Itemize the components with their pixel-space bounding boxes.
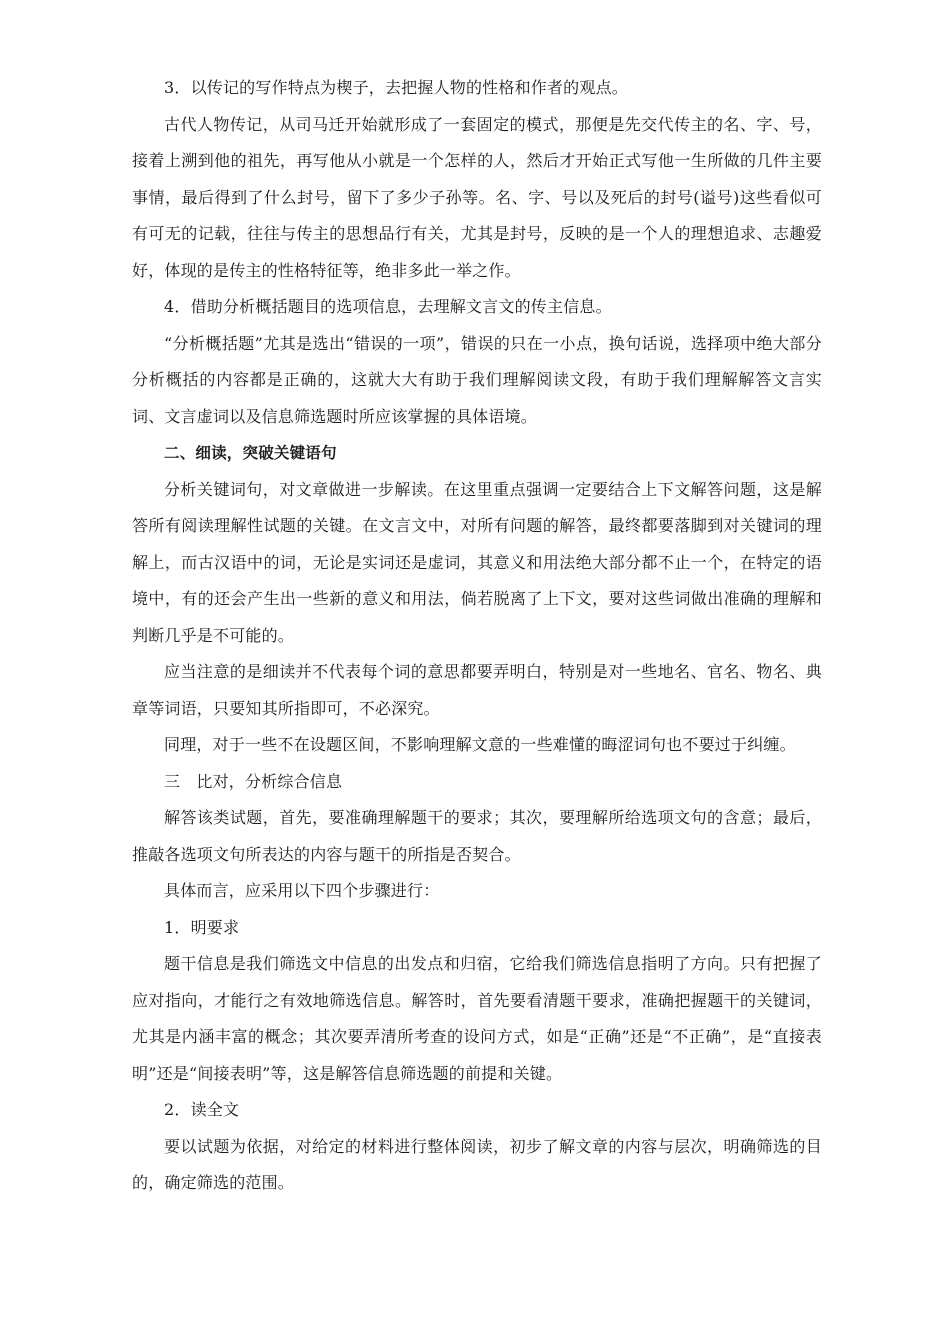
paragraph-key-phrases: 分析关键词句，对文章做进一步解读。在这里重点强调一定要结合上下文解答问题，这是解答所有阅读理解性试题的关键。在文言文中，对所有问题的解答，最终都要落脚到对关键词的理解上，而古汉语中的词，无论是实词还是虚词，其意义和用法绝大部分都不止一个，在特定的语境中，有的还会产生出一些新的意义和用法，倘若脱离了上下文，要对这些词做出准确的理解和判断几乎是不可能的。 bbox=[132, 479, 822, 645]
paragraph-analysis-question: “分析概括题”尤其是选出“错误的一项”，错误的只在一小点，换句话说，选择项中绝大部分分析概括的内容都是正确的，这就大大有助于我们理解阅读文段，有助于我们理解解答文言实词、文言虚词以及信息筛选题时所应该掌握的具体语境。 bbox=[132, 333, 822, 426]
step-1-heading: 1．明要求 bbox=[164, 917, 240, 937]
paragraph-answer-method: 解答该类试题，首先，要准确理解题干的要求；其次，要理解所给选项文句的含意；最后，推敲各选项文句所表达的内容与题干的所指是否契合。 bbox=[132, 808, 822, 864]
paragraph-close-reading-note: 应当注意的是细读并不代表每个词的意思都要弄明白，特别是对一些地名、官名、物名、典章等词语，只要知其所指即可，不必深究。 bbox=[132, 662, 822, 718]
paragraph-step-2: 要以试题为依据，对给定的材料进行整体阅读，初步了解文章的内容与层次，明确筛选的目的，确定筛选的范围。 bbox=[132, 1136, 822, 1192]
document-body bbox=[132, 70, 822, 1202]
step-2-heading: 2．读全文 bbox=[164, 1100, 240, 1119]
section-heading-3: 三 比对，分析综合信息 bbox=[164, 771, 343, 791]
paragraph-four-steps: 具体而言，应采用以下四个步骤进行： bbox=[164, 881, 440, 900]
paragraph-likewise: 同理，对于一些不在设题区间，不影响理解文意的一些难懂的晦涩词句也不要过于纠缠。 bbox=[164, 735, 796, 754]
section-heading-2: 二、细读，突破关键语句 bbox=[164, 444, 337, 462]
paragraph-point-4: 4．借助分析概括题目的选项信息，去理解文言文的传主信息。 bbox=[164, 297, 612, 316]
paragraph-biography-pattern: 古代人物传记，从司马迁开始就形成了一套固定的模式，那便是先交代传主的名、字、号，接着上溯到他的祖先，再写他从小就是一个怎样的人，然后才开始正式写他一生所做的几件主要事情，最后得到了什么封号，留下了多少子孙等。名、字、号以及死后的封号(谥号)这些看似可有可无的记载，往往与传主的思想品行有关，尤其是封号，反映的是一个人的理想追求、志趣爱好，体现的是传主的性格特征等，绝非多此一举之作。 bbox=[132, 114, 822, 280]
paragraph-step-1: 题干信息是我们筛选文中信息的出发点和归宿，它给我们筛选信息指明了方向。只有把握了应对指向，才能行之有效地筛选信息。解答时，首先要看清题干要求，准确把握题干的关键词，尤其是内涵丰富的概念；其次要弄清所考查的设问方式，如是“正确”还是“不正确”，是“直接表明”还是“间接表明”等，这是解答信息筛选题的前提和关键。 bbox=[132, 954, 822, 1083]
paragraph-point-3: 3．以传记的写作特点为楔子，去把握人物的性格和作者的观点。 bbox=[164, 78, 628, 97]
